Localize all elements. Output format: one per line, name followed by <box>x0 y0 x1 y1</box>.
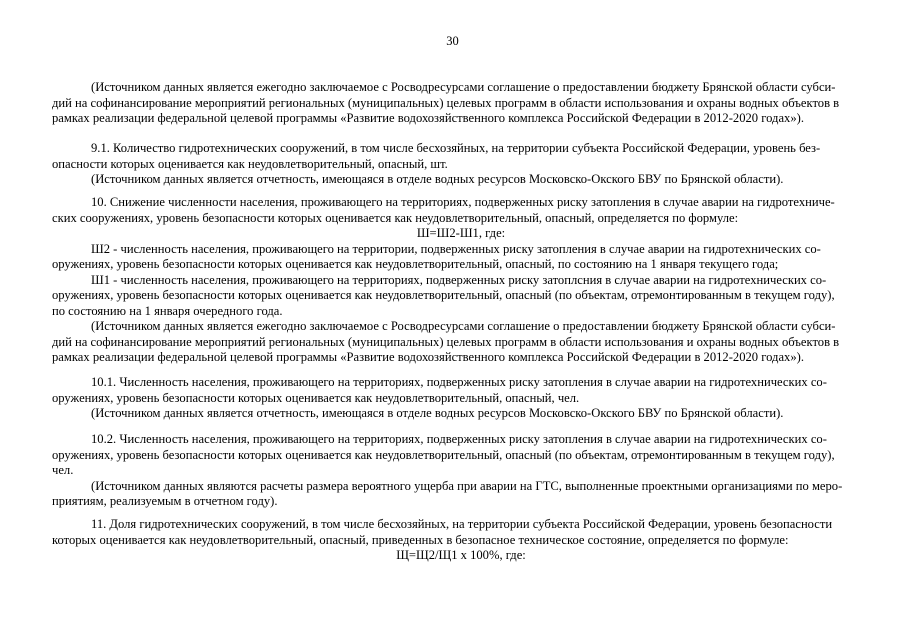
formula-sh: Ш=Ш2-Ш1, где: <box>416 226 506 240</box>
text-line: оружениях, уровень безопасности которых оценивается как неудовлетворительный, опасный (по объектам, отремонтированным в текущем году), <box>52 447 835 462</box>
text-line: 10.1. Численность населения, проживающего на территориях, подверженных риску затопления в случае аварии на гидротехнических со- <box>91 375 827 389</box>
paragraph-source-note-4 <box>52 406 870 422</box>
text-line: которых оценивается как неудовлетворительный, опасный, приведенных в безопасное техническое состояние, определяется по формуле: <box>52 532 789 547</box>
text-line: (Источником данных является ежегодно заключаемое с Росводресурсами соглашение о предоставлении бюджету Брянской области субси- <box>91 319 836 333</box>
page-number: 30 <box>446 34 459 48</box>
paragraph-9-1 <box>52 141 870 188</box>
definition-sh1 <box>52 273 870 320</box>
text-line: по состоянию на 1 января очередного года. <box>52 303 283 318</box>
text-line: (Источником данных являются расчеты размера вероятного ущерба при аварии на ГТС, выполненные проектными организациями по меро- <box>91 478 843 493</box>
text-line: рамках реализации федеральной целевой программы «Развитие водохозяйственного комплекса Российской Федерации в 2012-2020 годах»). <box>52 350 804 364</box>
text-line: приятиям, реализуемым в отчетном году). <box>52 494 278 508</box>
text-line: чел. <box>52 463 74 477</box>
text-line: оружениях, уровень безопасности которых оценивается как неудовлетворительный, опасный, по состоянию на 1 января текущего года; <box>52 257 779 271</box>
text-line: 11. Доля гидротехнических сооружений, в том числе бесхозяйных, на территории субъекта Российской Федерации, уровень безопасности <box>91 517 833 531</box>
text-line: 10.2. Численность населения, проживающего на территориях, подверженных риску затопления в случае аварии на гидротехнических со- <box>91 432 827 446</box>
text-line: рамках реализации федеральной целевой программы «Развитие водохозяйственного комплекса Российской Федерации в 2012-2020 годах»). <box>52 111 804 125</box>
paragraph-10-2 <box>52 432 870 510</box>
text-line: дий на софинансирование мероприятий региональных (муниципальных) целевых программ в области использования и охраны водных объектов в <box>52 334 840 349</box>
definition-sh2 <box>52 242 870 273</box>
text-line: Ш1 - численность населения, проживающего на территориях, подверженных риску затоплсния в случае аварии на гидротехнических со- <box>91 272 827 287</box>
paragraph-source-note-5 <box>52 479 870 510</box>
text-line: опасности которых оценивается как неудовлетворительный, опасный, шт. <box>52 156 448 171</box>
paragraph-11 <box>52 517 870 564</box>
text-line: (Источником данных является ежегодно заключаемое с Росводресурсами соглашение о предоставлении бюджету Брянской области субси- <box>91 80 836 94</box>
formula-shch: Щ=Щ2/Щ1 х 100%, где: <box>396 548 526 562</box>
paragraph-10 <box>52 195 870 366</box>
paragraph-source-note-2 <box>52 172 870 188</box>
text-line: Ш2 - численность населения, проживающего на территории, подверженных риску затопления в случае аварии на гидротехнических со- <box>91 241 821 256</box>
text-line: 10. Снижение численности населения, проживающего на территориях, подверженных риску затопления в случае аварии на гидротехниче- <box>91 195 835 209</box>
paragraph-source-note-3 <box>52 319 870 366</box>
text-line: дий на софинансирование мероприятий региональных (муниципальных) целевых программ в области использования и охраны водных объектов в <box>52 95 840 110</box>
paragraph-source-note-1 <box>52 80 870 127</box>
text-line: (Источником данных является отчетность, имеющаяся в отделе водных ресурсов Московско-Окского БВУ по Брянской области). <box>91 172 784 186</box>
paragraph-10-1 <box>52 375 870 422</box>
text-line: оружениях, уровень безопасности которых оценивается как неудовлетворительный, опасный (по объектам, отремонтированным в текущем году), <box>52 288 835 302</box>
text-line: ских сооружениях, уровень безопасности которых оценивается как неудовлетворительный, опасный, определяется по формуле: <box>52 210 739 225</box>
text-line: (Источником данных является отчетность, имеющаяся в отделе водных ресурсов Московско-Окского БВУ по Брянской области). <box>91 406 784 420</box>
text-line: 9.1. Количество гидротехнических сооружений, в том числе бесхозяйных, на территории субъекта Российской Федерации, уровень без- <box>91 141 821 155</box>
text-line: оружениях, уровень безопасности которых оценивается как неудовлетворительный, опасный, чел. <box>52 390 580 405</box>
